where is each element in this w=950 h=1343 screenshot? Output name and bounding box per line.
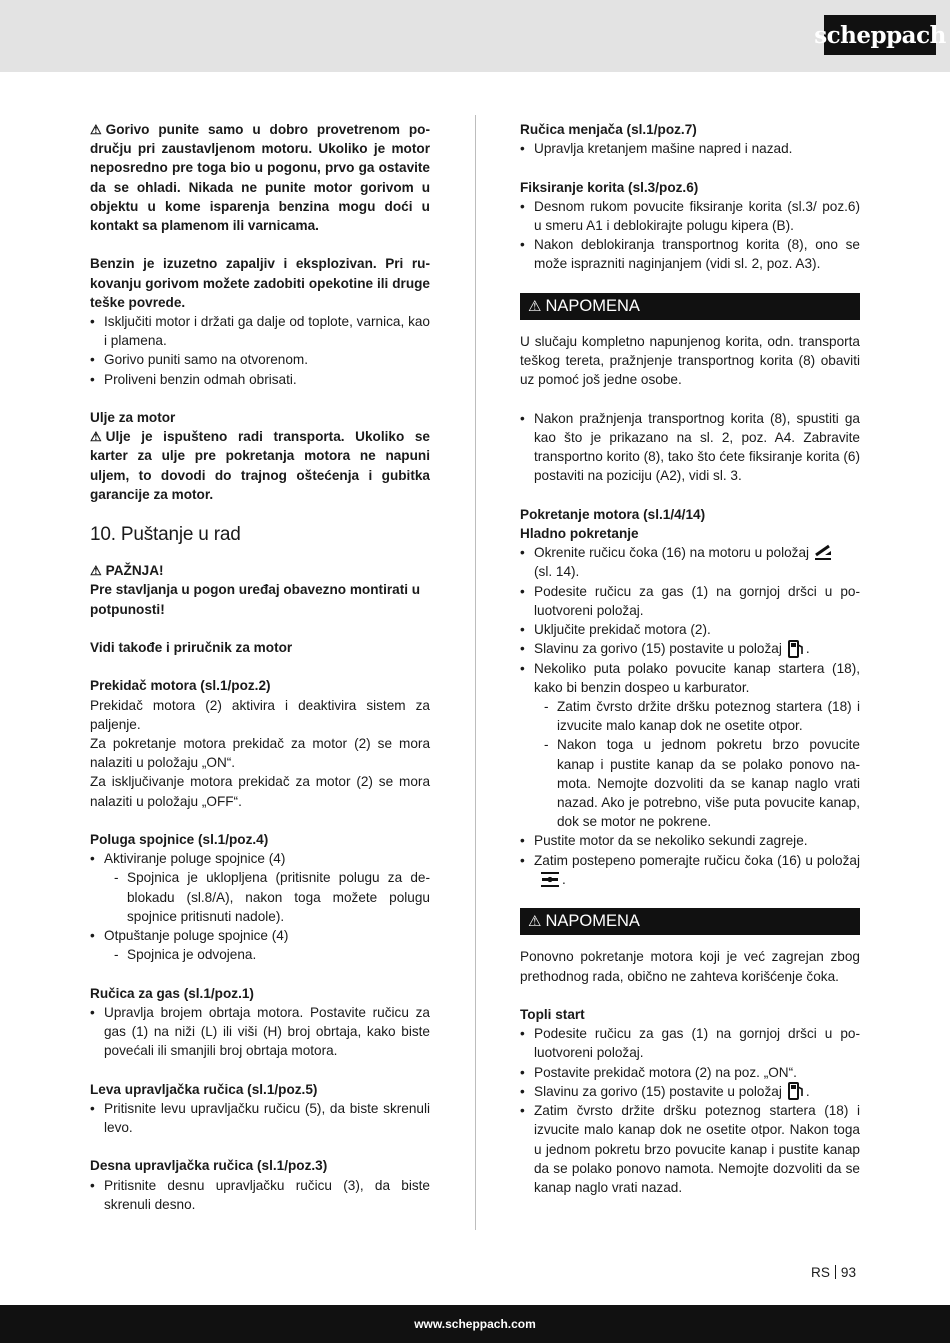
start-title: Pokretanje motora (sl.1/4/14) [520, 506, 706, 522]
list-item: • Aktiviranje poluge spojnice (4) - Spojnica je uklopljena (pritisnite polugu za deblokadu (sl.8/A), nakon toga možete polugu spojnice pritisnuti nadole). [90, 849, 430, 926]
attention-text: Pre stavljanja u pogon uređaj obavezno montirati u potpunosti! [90, 582, 421, 617]
warning-triangle-icon: ⚠ [528, 913, 542, 931]
oil-section [90, 408, 430, 504]
note-text: Ponovno pokretanje motora koji je već zagrejan zbog prethodnog rada, obično ne zahteva korišćenje čoka. [520, 949, 860, 984]
separator [835, 1265, 836, 1279]
list-item: • Gorivo puniti samo na otvorenom. [90, 350, 430, 369]
list-item: • Podesite ručicu za gas (1) na gornjoj dršci u poluotvoreni položaj. [520, 582, 860, 620]
sub-list-item: - Spojnica je uklopljena (pritisnite polugu za deblokadu (sl.8/A), nakon toga možete polugu spojnice pritisnuti nadole). [104, 868, 430, 926]
warning-triangle-icon: ⚠ [90, 563, 102, 579]
warm-start-section [520, 1005, 860, 1197]
paragraph: Prekidač motora (2) aktivira i deaktivira sistem za paljenje. [90, 697, 430, 732]
list-item: • Proliveni benzin odmah obrisati. [90, 370, 430, 389]
warning-triangle-icon: ⚠ [90, 122, 102, 137]
fuel-pump-icon [786, 640, 806, 658]
sub-list-item: - Nakon toga u jednom pokretu brzo povucite kanap i pustite kanap da se polako ponovo namota. Nemojte dozvoliti da se kanap naglo vrati nazad. Ako je potrebno, više puta povucite kanap, dok se motor ne pokrene. [534, 735, 860, 831]
see-also: Vidi takođe i priručnik za motor [90, 640, 293, 656]
choke-open-icon [538, 870, 562, 888]
list-item: • Upravlja kretanjem mašine napred i nazad. [520, 139, 860, 158]
chapter-title: 10. Puštanje u rad [90, 524, 241, 546]
list-item: • Uključite prekidač motora (2). [520, 620, 860, 639]
sub-list-item: - Zatim čvrsto držite dršku poteznog startera (18) i izvucite malo kanap dok ne osetite otpor. [534, 697, 860, 735]
warm-start-title: Topli start [520, 1007, 585, 1023]
right-lever-section [90, 1156, 430, 1214]
list-item: • Desnom rukom povucite fiksiranje korita (sl.3/ poz.6) u smeru A1 i deblokirajte polugu kipera (B). [520, 197, 860, 235]
list-item: • Upravlja brojem obrtaja motora. Postavite ručicu za gas (1) na niži (L) ili viši (H) broj obrtaja, kako biste povećali ili smanjili broj obrtaja motora. [90, 1003, 430, 1061]
benzin-section [90, 254, 430, 388]
choke-closed-icon [813, 543, 833, 561]
gear-title: Ručica menjača (sl.1/poz.7) [520, 122, 697, 137]
clutch-title: Poluga spojnice (sl.1/poz.4) [90, 832, 269, 848]
list-item: • Zatim čvrsto držite dršku poteznog startera (18) i izvucite malo kanap dok ne osetite otpor. Nakon toga u jednom pokretu brzo povucite kanap i pustite kanap da se polako ponovo namota. Nemojte dozvoliti da se kanap naglo vrati nazad. [520, 1101, 860, 1197]
right-lever-title: Desna upravljačka ručica (sl.1/poz.3) [90, 1158, 328, 1174]
fuel-warning: ⚠ Gorivo punite samo u dobro provetrenom području pri zaustavljenom motoru. Ukoliko je motor neposredno pre toga bio u pogonu, prvo ga ostavite da se ohladi. Nikada ne punite motor gorivom u objektu u kome isparenja benzina mogu doći u kontakt sa plamenom ili varnicama. [90, 122, 430, 234]
trough-title: Fiksiranje korita (sl.3/poz.6) [520, 179, 699, 195]
list-item: • Okrenite ručicu čoka (16) na motoru u položaj (sl. 14). [520, 543, 860, 582]
switch-section [90, 676, 430, 810]
page-number: RS 93 [811, 1265, 857, 1280]
list-item: • Pustite motor da se nekoliko sekundi zagreje. [520, 831, 860, 850]
gear-section [520, 120, 860, 158]
benzin-warning: Benzin je izuzetno zapaljiv i eksplozivan. Pri rukovanju gorivom možete zadobiti opekotine ili druge teške povrede. [90, 256, 430, 310]
start-section [520, 505, 860, 890]
note-followup [520, 409, 860, 486]
trough-section [520, 178, 860, 274]
header-band [0, 0, 950, 72]
cold-start-title: Hladno pokretanje [520, 525, 639, 541]
note-text: U slučaju kompletno napunjenog korita, odn. transporta teškog tereta, pražnjenje transportnog korita (8) obaviti uz pomoć još jedne osobe. [520, 333, 860, 388]
warm-start-list [520, 1024, 860, 1197]
clutch-list [90, 849, 430, 964]
note-banner: ⚠ NAPOMENA [520, 293, 860, 320]
list-item: • Isključiti motor i držati ga dalje od toplote, varnica, kao i plamena. [90, 312, 430, 350]
throttle-section [90, 984, 430, 1061]
paragraph: Za pokretanje motora prekidač za motor (2) se mora nalaziti u položaju „ON“. [90, 736, 430, 771]
footer-url[interactable]: www.scheppach.com [414, 1317, 536, 1331]
fuel-pump-icon [786, 1082, 806, 1100]
throttle-title: Ručica za gas (sl.1/poz.1) [90, 985, 254, 1001]
clutch-section [90, 830, 430, 964]
oil-warning: ⚠ Ulje je ispušteno radi transporta. Ukoliko se karter za ulje pre pokretanja motora ne napuni uljem, to dovodi do trajnog oštećenja i gubitka garancije za motor. [90, 429, 430, 502]
column-divider [475, 115, 476, 1230]
list-item: • Slavinu za gorivo (15) postavite u položaj . [520, 1082, 860, 1101]
switch-title: Prekidač motora (sl.1/poz.2) [90, 678, 271, 694]
list-item: • Slavinu za gorivo (15) postavite u položaj . [520, 639, 860, 658]
paragraph: Za isključivanje motora prekidač za motor (2) se mora nalaziti u položaju „OFF“. [90, 774, 430, 809]
attention-section [90, 561, 430, 619]
list-item: • Pritisnite levu upravljačku ručicu (5), da biste skrenuli levo. [90, 1099, 430, 1137]
list-item: • Postavite prekidač motora (2) na poz. „ON“. [520, 1063, 860, 1082]
note-banner: ⚠ NAPOMENA [520, 908, 860, 935]
left-lever-section [90, 1080, 430, 1138]
left-column [90, 120, 430, 1214]
benzin-list [90, 312, 430, 389]
attention-label: ⚠ PAŽNJA! [90, 561, 430, 580]
warning-triangle-icon: ⚠ [528, 297, 542, 315]
cold-start-list [520, 543, 860, 889]
left-lever-title: Leva upravljačka ručica (sl.1/poz.5) [90, 1081, 318, 1097]
footer-bar [0, 1305, 950, 1343]
oil-title: Ulje za motor [90, 410, 176, 426]
list-item: • Nekoliko puta polako povucite kanap startera (18), kako bi benzin dospeo u karburator. - Zatim čvrsto držite dršku poteznog startera (18) i izvucite malo kanap dok ne osetite otpor. - Nakon toga u jednom pokretu brzo povucite kanap i pustite kanap da se polako ponovo namota. Nemojte dozvoliti da se kanap naglo vrati nazad. Ako je potrebno, više puta povucite kanap, dok se motor ne pokrene. [520, 659, 860, 832]
warning-triangle-icon: ⚠ [90, 429, 102, 445]
list-item: • Nakon deblokiranja transportnog korita (8), ono se može isprazniti naginjanjem (vidi sl. 2, poz. A3). [520, 235, 860, 273]
right-column [520, 120, 860, 1197]
sub-list-item: - Spojnica je odvojena. [104, 945, 430, 964]
list-item: • Otpuštanje poluge spojnice (4) - Spojnica je odvojena. [90, 926, 430, 964]
list-item: • Podesite ručicu za gas (1) na gornjoj dršci u poluotvoreni položaj. [520, 1024, 860, 1062]
brand-logo: scheppach [824, 15, 936, 55]
list-item: • Nakon pražnjenja transportnog korita (8), spustiti ga kao što je prikazano na sl. 2, poz. A4. Zabravite transportno korito (8), tako što ćete fiksiranje korita (6) postaviti na poziciju (A2), vidi sl. 3. [520, 409, 860, 486]
list-item: • Pritisnite desnu upravljačku ručicu (3), da biste skrenuli desno. [90, 1176, 430, 1214]
list-item: • Zatim postepeno pomerajte ručicu čoka (16) u položaj. [520, 851, 860, 890]
